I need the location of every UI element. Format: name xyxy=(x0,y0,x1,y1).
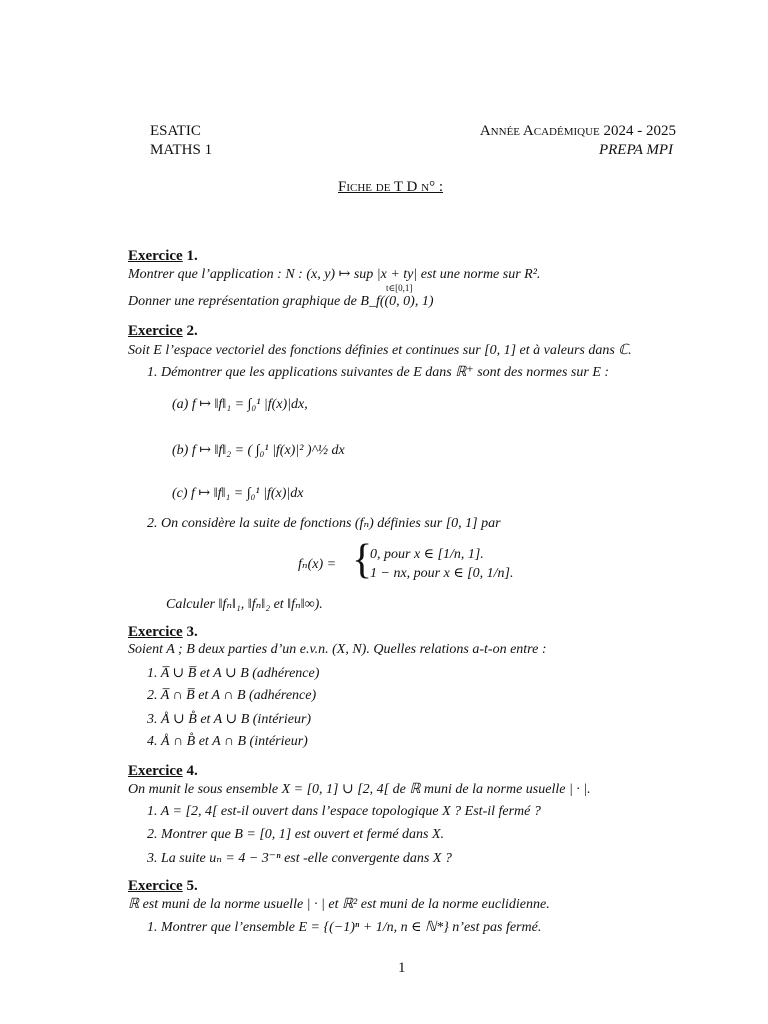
sheet-title: Fiche de T D n° : xyxy=(338,179,443,195)
exercise-4-item-1: 1. A = [2, 4[ est-il ouvert dans l’espace topologique X ? Est-il fermé ? xyxy=(147,804,541,819)
exercise-4-title: Exercice 4. xyxy=(128,763,198,779)
exercise-2-title: Exercice 2. xyxy=(128,323,198,339)
fn-definition-lhs: fₙ(x) = xyxy=(298,557,337,572)
exercise-5-intro: ℝ est muni de la norme usuelle | · | et ℝ² est muni de la norme euclidienne. xyxy=(128,897,550,912)
exercise-2-q2: 2. On considère la suite de fonctions (fₙ) définies sur [0, 1] par xyxy=(147,516,501,531)
exercise-3-item-3: 3. Å ∪ B̊ et A ∪ B (intérieur) xyxy=(147,712,312,727)
academic-year: Année Académique 2024 - 2025 xyxy=(479,123,676,139)
norm-a: (a) f ↦ ‖f‖₁ = ∫₀¹ |f(x)|dx, xyxy=(172,397,308,412)
fn-case-1: 0, pour x ∈ [1/n, 1]. xyxy=(370,547,484,562)
exercise-label: Exercice xyxy=(128,248,183,264)
page-number: 1 xyxy=(398,960,406,976)
school-name: ESATIC xyxy=(150,123,201,139)
class-name: PREPA MPI xyxy=(598,142,673,158)
norm-c: (c) f ↦ ‖f‖₁ = ∫₀¹ |f(x)|dx xyxy=(172,486,304,501)
exercise-1-title: Exercice 1. xyxy=(128,248,198,264)
norm-b: (b) f ↦ ‖f‖₂ = ( ∫₀¹ |f(x)|² )^½ dx xyxy=(172,443,345,458)
exercise-2-intro: Soit E l’espace vectoriel des fonctions définies et continues sur [0, 1] et à valeurs dans ℂ. xyxy=(128,343,632,358)
course-name: MATHS 1 xyxy=(150,142,213,158)
exercise-3-item-4: 4. Å ∩ B̊ et A ∩ B (intérieur) xyxy=(147,734,308,749)
left-brace: { xyxy=(352,537,373,583)
exercise-2-q1: 1. Démontrer que les applications suivantes de E dans ℝ⁺ sont des normes sur E : xyxy=(147,365,610,380)
exercise-4-intro: On munit le sous ensemble X = [0, 1] ∪ [2, 4[ de ℝ muni de la norme usuelle | · |. xyxy=(128,782,591,797)
exercise-5-title: Exercice 5. xyxy=(128,878,198,894)
exercise-1-statement: Montrer que l’application : N : (x, y) ↦ sup |x + ty| est une norme sur R². xyxy=(128,267,541,282)
exercise-3-item-2: 2. A̅ ∩ B̅ et A ∩ B (adhérence) xyxy=(147,688,317,703)
exercise-3-intro: Soient A ; B deux parties d’un e.v.n. (X, N). Quelles relations a-t-on entre : xyxy=(128,642,547,657)
exercise-4-item-3: 3. La suite uₙ = 4 − 3⁻ⁿ est -elle convergente dans X ? xyxy=(147,851,452,866)
exercise-2-calc: Calculer ‖fₙ‖₁, ‖fₙ‖₂ et ‖fₙ‖∞). xyxy=(166,597,323,612)
exercise-1-question: Donner une représentation graphique de B_f((0, 0), 1) xyxy=(128,294,434,309)
fn-case-2: 1 − nx, pour x ∈ [0, 1/n]. xyxy=(370,566,514,581)
exercise-4-item-2: 2. Montrer que B = [0, 1] est ouvert et fermé dans X. xyxy=(147,827,445,842)
exercise-5-item-1: 1. Montrer que l’ensemble E = {(−1)ⁿ + 1/n, n ∈ ℕ*} n’est pas fermé. xyxy=(147,920,542,935)
exercise-3-title: Exercice 3. xyxy=(128,624,198,640)
sup-subscript: t∈[0,1] xyxy=(386,283,413,293)
exercise-3-item-1: 1. A̅ ∪ B̅ et A ∪ B (adhérence) xyxy=(147,666,320,681)
